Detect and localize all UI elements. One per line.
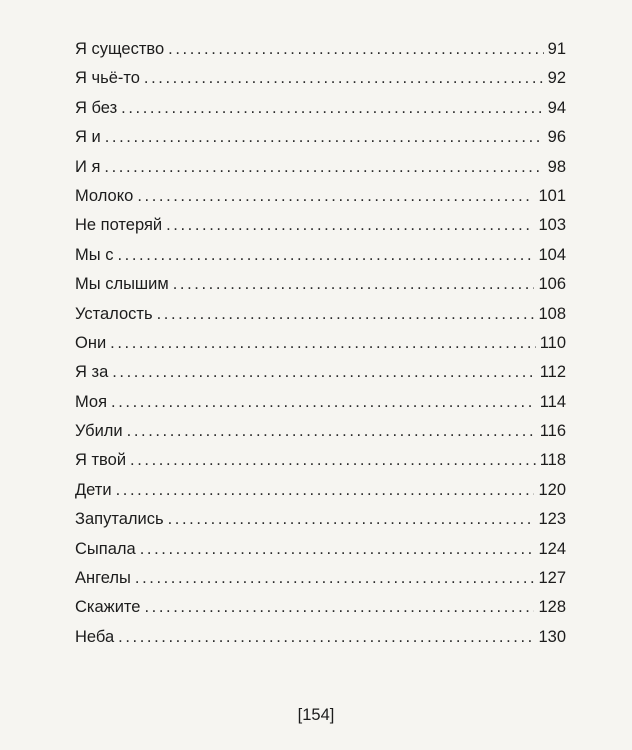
toc-entry-page: 116 (539, 422, 566, 441)
toc-entry-page: 108 (538, 304, 566, 323)
toc-entry-page: 114 (539, 392, 566, 411)
toc-entry-page: 96 (547, 128, 566, 147)
toc-entry-title: Я за (75, 363, 109, 382)
page-number: [154] (297, 706, 335, 724)
toc-entry (75, 358, 566, 387)
dot-leader (144, 593, 534, 622)
toc-entry (75, 35, 566, 64)
toc-entry (75, 446, 566, 475)
dot-leader (112, 358, 535, 387)
toc-entry-page: 120 (538, 480, 566, 499)
toc-entry (75, 211, 566, 240)
toc-entry (75, 535, 566, 564)
toc-entry-title: Сыпала (75, 539, 136, 558)
toc-entry-page: 130 (538, 627, 566, 646)
toc-entry-page: 127 (538, 569, 566, 588)
toc-entry-title: Неба (75, 627, 115, 646)
dot-leader (157, 300, 535, 329)
dot-leader (140, 535, 535, 564)
toc-entry (75, 329, 566, 358)
toc-entry-page: 118 (539, 451, 566, 470)
toc-entry (75, 300, 566, 329)
toc-entry-title: Они (75, 333, 107, 352)
toc-entry-page: 104 (538, 245, 566, 264)
toc-entry-page: 106 (538, 275, 566, 294)
toc-entry-page: 98 (547, 157, 566, 176)
toc-entry-title: Скажите (75, 598, 141, 617)
toc-entry (75, 476, 566, 505)
toc-entry-page: 110 (539, 333, 566, 352)
toc-entry-page: 124 (538, 539, 566, 558)
toc-entry (75, 623, 566, 652)
toc-entry-title: Я твой (75, 451, 127, 470)
dot-leader (130, 446, 536, 475)
toc-entry (75, 505, 566, 534)
toc-entry (75, 417, 566, 446)
dot-leader (168, 35, 544, 64)
dot-leader (166, 211, 534, 240)
toc-entry-title: Я существо (75, 40, 165, 58)
toc-entry-title: Убили (75, 422, 123, 441)
toc-entry-title: Моя (75, 392, 108, 411)
table-of-contents (75, 35, 566, 652)
toc-entry-title: Я чьё-то (75, 69, 140, 88)
toc-entry-title: Усталость (75, 304, 153, 323)
toc-entry (75, 182, 566, 211)
dot-leader (111, 388, 536, 417)
toc-entry-title: Я без (75, 98, 118, 117)
dot-leader (135, 564, 535, 593)
dot-leader (118, 623, 534, 652)
toc-entry-title: Мы слышим (75, 275, 169, 294)
dot-leader (116, 476, 535, 505)
dot-leader (105, 123, 544, 152)
toc-entry-page: 101 (538, 186, 566, 205)
toc-entry-title: И я (75, 157, 101, 176)
toc-entry-page: 123 (538, 510, 566, 529)
dot-leader (121, 94, 543, 123)
toc-entry-title: Молоко (75, 186, 134, 205)
toc-entry-title: Ангелы (75, 569, 131, 588)
toc-entry-page: 91 (547, 40, 566, 58)
toc-entry-title: Мы с (75, 245, 114, 264)
toc-entry (75, 94, 566, 123)
toc-entry-page: 92 (547, 69, 566, 88)
toc-entry (75, 388, 566, 417)
toc-entry (75, 593, 566, 622)
dot-leader (127, 417, 536, 446)
toc-entry (75, 153, 566, 182)
dot-leader (173, 270, 535, 299)
toc-entry-page: 94 (547, 98, 566, 117)
toc-entry (75, 64, 566, 93)
toc-entry (75, 564, 566, 593)
toc-entry (75, 241, 566, 270)
toc-entry-page: 112 (539, 363, 566, 382)
dot-leader (137, 182, 534, 211)
dot-leader (117, 241, 534, 270)
toc-entry (75, 123, 566, 152)
toc-entry-title: Я и (75, 128, 101, 147)
dot-leader (168, 505, 535, 534)
dot-leader (104, 153, 543, 182)
toc-entry-title: Запутались (75, 510, 164, 529)
dot-leader (110, 329, 536, 358)
dot-leader (144, 64, 544, 93)
toc-entry-page: 128 (538, 598, 566, 617)
toc-entry-title: Не потеряй (75, 216, 163, 235)
toc-entry-title: Дети (75, 480, 112, 499)
toc-entry (75, 270, 566, 299)
toc-entry-page: 103 (538, 216, 566, 235)
